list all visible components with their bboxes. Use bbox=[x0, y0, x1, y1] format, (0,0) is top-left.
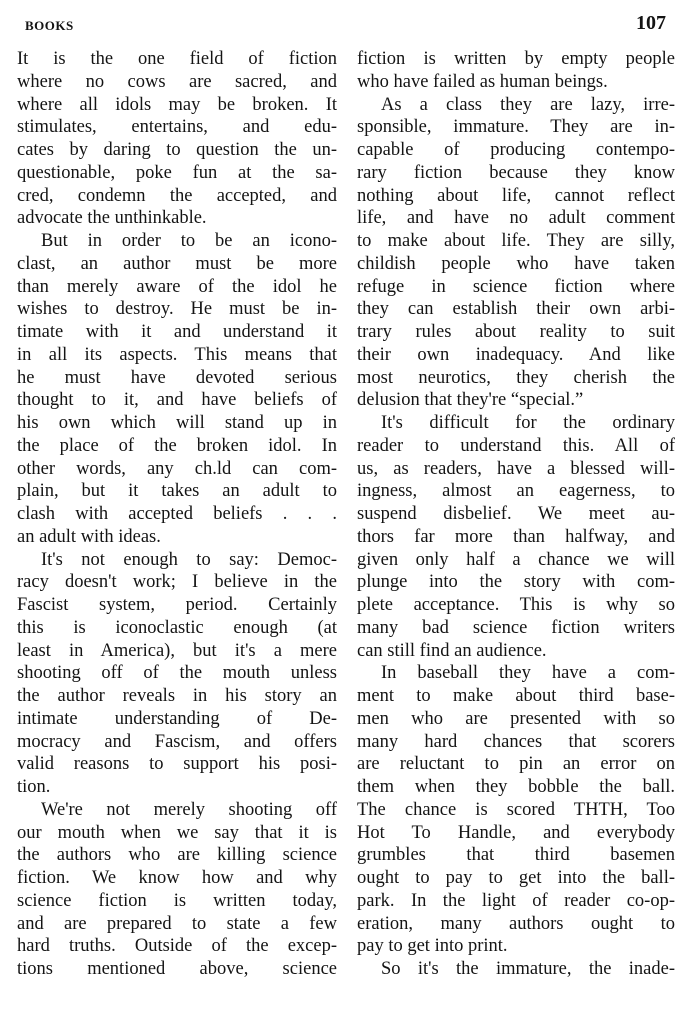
text-line: timate with it and understand it bbox=[17, 322, 337, 342]
text-line: given only half a chance we will bbox=[357, 549, 675, 570]
text-line: ment to make about third base- bbox=[357, 686, 675, 706]
text-line: intimate understanding of De- bbox=[17, 708, 337, 729]
text-line: As a class they are lazy, irre- bbox=[381, 94, 675, 115]
text-line: stimulates, entertains, and edu- bbox=[17, 117, 337, 138]
text-line: men who are presented with so bbox=[357, 708, 675, 729]
text-line: It is the one field of fiction bbox=[17, 49, 337, 69]
text-line: life, and have no adult comment bbox=[357, 208, 675, 229]
text-line: refuge in science fiction where bbox=[357, 276, 675, 297]
text-line: sponsible, immature. They are in- bbox=[357, 117, 675, 138]
text-line: our mouth when we say that it is bbox=[17, 822, 337, 843]
text-line: cred, condemn the accepted, and bbox=[17, 185, 337, 206]
text-line: them when they bobble the ball. bbox=[357, 777, 675, 797]
text-line: where all idols may be broken. It bbox=[17, 94, 337, 115]
text-line: grumbles that third basemen bbox=[357, 845, 675, 866]
text-line: In baseball they have a com- bbox=[381, 663, 675, 684]
text-line: other words, any ch.ld can com- bbox=[17, 458, 337, 479]
text-line: rary fiction because they know bbox=[357, 162, 675, 183]
text-line: We're not merely shooting off bbox=[41, 799, 337, 820]
text-line: trary rules about reality to suit bbox=[357, 322, 675, 342]
text-line: But in order to be an icono- bbox=[41, 231, 337, 251]
text-line: the authors who are killing science bbox=[17, 845, 337, 866]
text-line: science fiction is written today, bbox=[17, 890, 337, 911]
right-column bbox=[357, 48, 675, 981]
text-line: plunge into the story with com- bbox=[357, 572, 675, 593]
text-line: clash with accepted beliefs . . . bbox=[17, 504, 337, 524]
text-line: this is iconoclastic enough (at bbox=[17, 617, 337, 638]
text-line: least in America), but it's a mere bbox=[17, 640, 337, 661]
page-number: 107 bbox=[636, 12, 666, 34]
text-line: they can establish their own arbi- bbox=[357, 299, 675, 320]
text-line: park. In the light of reader co-op- bbox=[357, 890, 675, 911]
left-column bbox=[17, 48, 337, 981]
text-line: childish people who have taken bbox=[357, 253, 675, 274]
text-line: an adult with ideas. bbox=[17, 526, 161, 547]
text-line: tions mentioned above, science bbox=[17, 959, 337, 979]
text-line: wishes to destroy. He must be in- bbox=[17, 299, 337, 320]
text-line: thought to it, and have beliefs of bbox=[17, 390, 337, 411]
text-line: are reluctant to pin an error on bbox=[357, 754, 675, 775]
text-line: who have failed as human beings. bbox=[357, 71, 608, 92]
text-line: It's difficult for the ordinary bbox=[381, 413, 675, 433]
text-line: where no cows are sacred, and bbox=[17, 71, 337, 92]
text-line: eration, many authors ought to bbox=[357, 913, 675, 934]
text-line: mocracy and Fascism, and offers bbox=[17, 731, 337, 752]
text-line: many hard chances that scorers bbox=[357, 731, 675, 752]
text-line: can still find an audience. bbox=[357, 640, 547, 661]
text-line: capable of producing contempo- bbox=[357, 140, 675, 160]
text-line: in all its aspects. This means that bbox=[17, 344, 337, 365]
text-line: Hot To Handle, and everybody bbox=[357, 822, 675, 843]
text-line: he must have devoted serious bbox=[17, 367, 337, 388]
text-line: cates by daring to question the un- bbox=[17, 140, 337, 160]
text-line: most neurotics, they cherish the bbox=[357, 367, 675, 388]
text-line: valid reasons to support his posi- bbox=[17, 754, 337, 775]
text-line: than merely aware of the idol he bbox=[17, 276, 337, 297]
text-line: suspend disbelief. We meet au- bbox=[357, 504, 675, 524]
text-line: reader to understand this. All of bbox=[357, 435, 675, 456]
text-line: racy doesn't work; I believe in the bbox=[17, 572, 337, 593]
text-line: shooting off of the mouth unless bbox=[17, 663, 337, 684]
text-line: fiction. We know how and why bbox=[17, 868, 337, 888]
text-line: hard truths. Outside of the excep- bbox=[17, 936, 337, 957]
text-line: clast, an author must be more bbox=[17, 253, 337, 274]
text-line: the author reveals in his story an bbox=[17, 686, 337, 706]
text-line: tion. bbox=[17, 777, 51, 797]
text-line: their own inadequacy. And like bbox=[357, 344, 675, 365]
text-line: advocate the unthinkable. bbox=[17, 208, 207, 229]
text-line: plete acceptance. This is why so bbox=[357, 595, 675, 615]
text-line: and are prepared to state a few bbox=[17, 913, 337, 934]
text-line: It's not enough to say: Democ- bbox=[41, 549, 337, 570]
text-line: his own which will stand up in bbox=[17, 413, 337, 433]
text-line: to make about life. They are silly, bbox=[357, 231, 675, 251]
text-line: So it's the immature, the inade- bbox=[381, 959, 675, 979]
text-line: The chance is scored THTH, Too bbox=[357, 799, 675, 820]
text-line: ought to pay to get into the ball- bbox=[357, 868, 675, 888]
text-line: fiction is written by empty people bbox=[357, 49, 675, 69]
text-line: the place of the broken idol. In bbox=[17, 435, 337, 456]
text-line: many bad science fiction writers bbox=[357, 617, 675, 638]
text-line: questionable, poke fun at the sa- bbox=[17, 162, 337, 183]
text-line: nothing about life, cannot reflect bbox=[357, 185, 675, 206]
text-line: delusion that they're “special.” bbox=[357, 390, 584, 411]
text-line: thors far more than halfway, and bbox=[357, 526, 675, 547]
text-line: Fascist system, period. Certainly bbox=[17, 595, 337, 615]
text-line: pay to get into print. bbox=[357, 936, 508, 957]
page-header bbox=[25, 12, 668, 38]
text-line: plain, but it takes an adult to bbox=[17, 481, 337, 502]
text-line: ingness, almost an eagerness, to bbox=[357, 481, 675, 502]
text-line: us, as readers, have a blessed will- bbox=[357, 458, 675, 479]
running-head: BOOKS bbox=[25, 18, 74, 33]
